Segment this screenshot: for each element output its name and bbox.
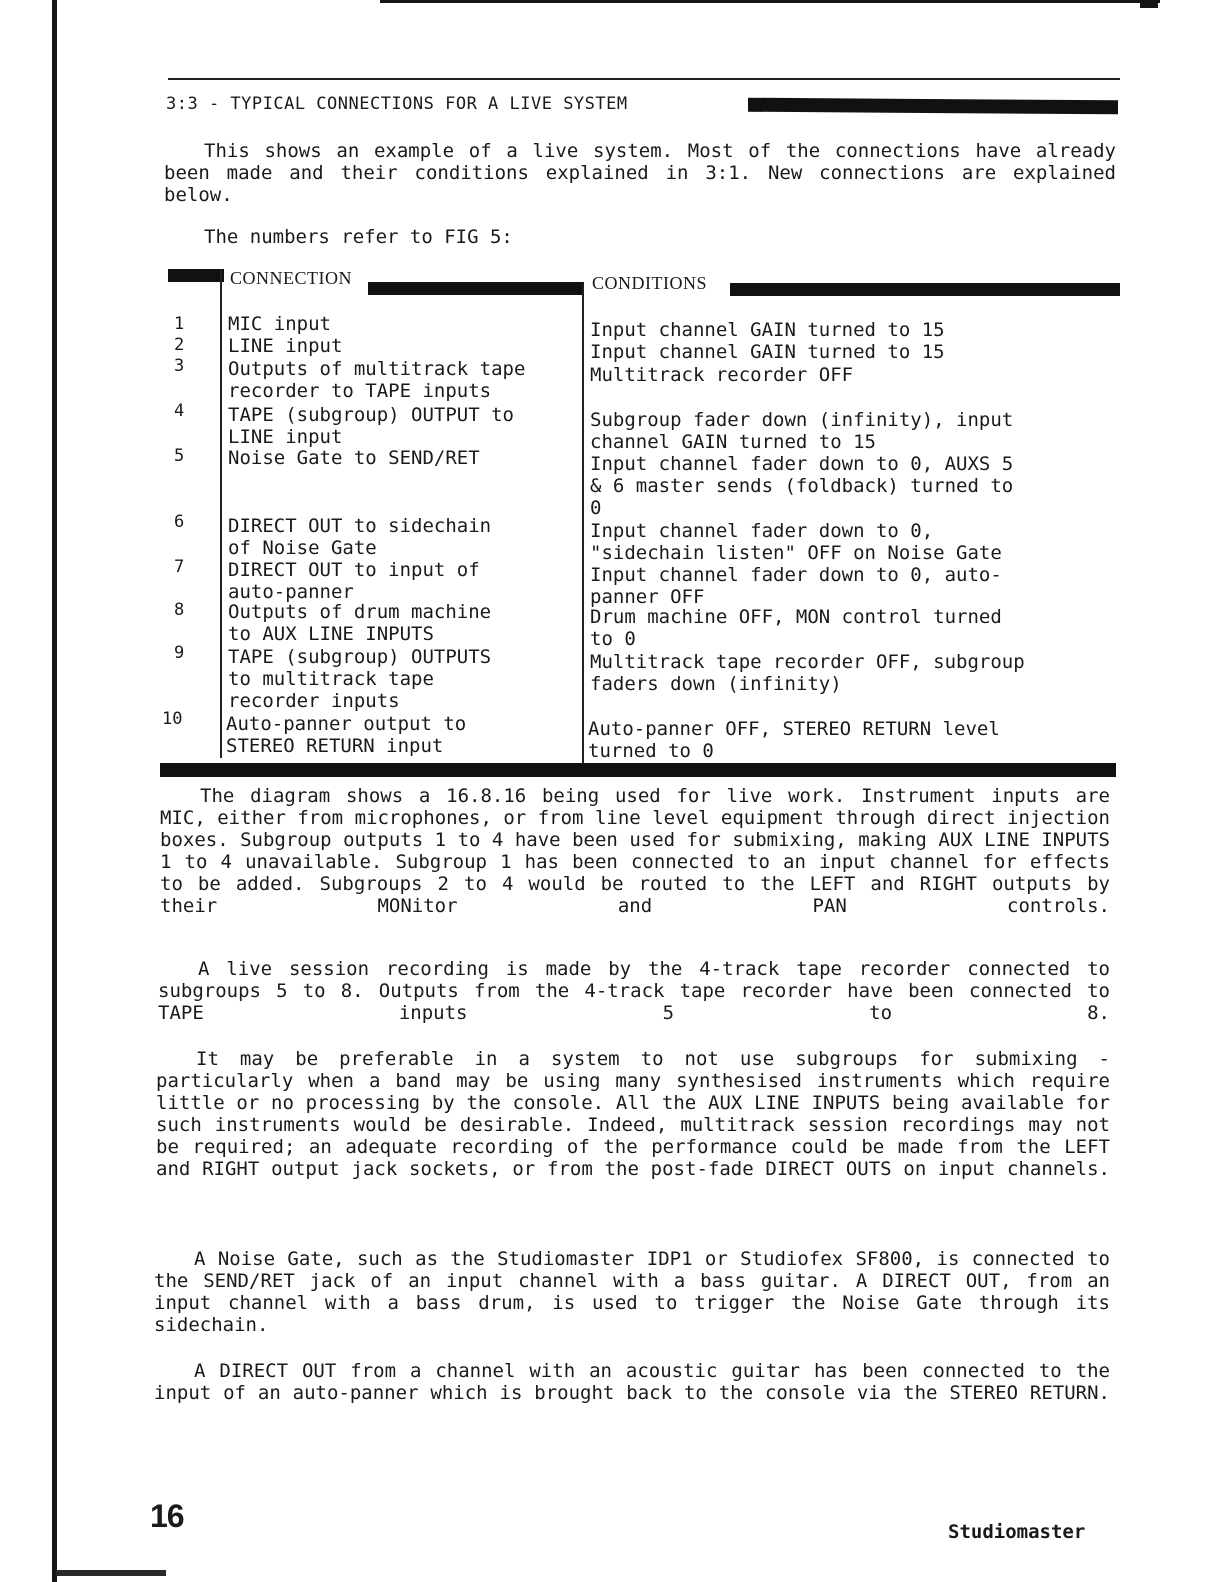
row-condition: Input channel GAIN turned to 15: [590, 341, 945, 363]
row-number: 9: [174, 643, 185, 663]
row-condition: Input channel fader down to 0, AUXS 5 & 6 master sends (foldback) turned to 0: [590, 453, 1014, 519]
body-paragraph: It may be preferable in a system to not use subgroups for submixing - particularly when a band may be using many synthesised instruments which require little or no processing by the console. All the AUX LINE INPUTS being available for such instruments would be desirable. Indeed, multitrack session recordings may not be required; an adequate recording of the performance could be made from the LEFT and RIGHT output jack sockets, or from the post-fade DIRECT OUTS on input channels.: [156, 1048, 1110, 1180]
row-condition: Multitrack tape recorder OFF, subgroup faders down (infinity): [590, 651, 1025, 695]
row-number: 2: [174, 335, 185, 355]
row-condition: Multitrack recorder OFF: [590, 364, 854, 386]
row-number: 3: [174, 356, 185, 376]
row-number: 8: [174, 600, 185, 620]
fig-reference: The numbers refer to FIG 5:: [204, 226, 513, 248]
intro-paragraph: This shows an example of a live system. Most of the connections have already been made and their conditions explained in 3:1. New connections are explained below.: [164, 140, 1116, 206]
row-connection: Outputs of drum machine to AUX LINE INPUTS: [228, 601, 492, 645]
row-condition: Drum machine OFF, MON control turned to 0: [590, 606, 1002, 650]
body-paragraph: A Noise Gate, such as the Studiomaster IDP1 or Studiofex SF800, is connected to the SEND/RET jack of an input channel with a bass guitar. A DIRECT OUT, from an input channel with a bass drum, is used to trigger the Noise Gate through its sidechain.: [154, 1248, 1110, 1336]
header-connection: CONNECTION: [230, 268, 352, 288]
scan-left-margin: [0, 0, 54, 1582]
table-divider-mid: [582, 284, 584, 764]
row-condition: Input channel fader down to 0, auto- panner OFF: [590, 564, 1002, 608]
footer-brand: Studiomaster: [948, 1521, 1086, 1543]
row-connection: DIRECT OUT to sidechain of Noise Gate: [228, 515, 492, 559]
row-number: 7: [174, 557, 185, 577]
row-connection: DIRECT OUT to input of auto-panner: [228, 559, 480, 603]
row-condition: Input channel fader down to 0, "sidechain listen" OFF on Noise Gate: [590, 520, 1002, 564]
row-connection: TAPE (subgroup) OUTPUT to LINE input: [228, 404, 514, 448]
row-number: 4: [174, 401, 185, 421]
scan-top-edge: [380, 0, 1160, 3]
heading-bar: [748, 98, 1118, 115]
top-rule: [168, 78, 1120, 80]
header-conditions: CONDITIONS: [592, 273, 707, 293]
row-connection: Outputs of multitrack tape recorder to TAPE inputs: [228, 358, 526, 402]
body-paragraph: A DIRECT OUT from a channel with an acoustic guitar has been connected to the input of an auto-panner which is brought back to the console via the STEREO RETURN.: [154, 1360, 1110, 1404]
row-connection: MIC input: [228, 313, 331, 335]
row-connection: TAPE (subgroup) OUTPUTS to multitrack tape recorder inputs: [228, 646, 492, 712]
body-paragraph: A live session recording is made by the 4-track tape recorder connected to subgroups 5 to 8. Outputs from the 4-track tape recorder have been connected to TAPE inputs 5 to 8.: [158, 958, 1110, 1024]
scan-bottom-mark: [56, 1570, 166, 1576]
section-heading: 3:3 - TYPICAL CONNECTIONS FOR A LIVE SYSTEM: [166, 94, 628, 114]
table-header-bar-mid: [368, 282, 584, 295]
row-condition: Subgroup fader down (infinity), input channel GAIN turned to 15: [590, 409, 1014, 453]
row-connection: Auto-panner output to STEREO RETURN input: [226, 713, 467, 757]
row-connection: LINE input: [228, 335, 343, 357]
row-number: 5: [174, 446, 185, 466]
table-header-bar-right: [730, 283, 1120, 296]
table-bottom-bar: [160, 763, 1116, 777]
scan-left-edge: [52, 0, 57, 1582]
page-number: 16: [150, 1498, 184, 1534]
table-divider-left: [220, 270, 222, 758]
row-number: 10: [162, 709, 183, 729]
row-connection: Noise Gate to SEND/RET: [228, 447, 480, 469]
table-header-bar-left: [168, 269, 224, 282]
row-condition: Input channel GAIN turned to 15: [590, 319, 945, 341]
row-condition: Auto-panner OFF, STEREO RETURN level turned to 0: [588, 718, 1000, 762]
row-number: 1: [174, 314, 185, 334]
body-paragraph: The diagram shows a 16.8.16 being used for live work. Instrument inputs are MIC, either from microphones, or from line level equipment through direct injection boxes. Subgroup outputs 1 to 4 have been used for submixing, making AUX LINE INPUTS 1 to 4 unavailable. Subgroup 1 has been connected to an input channel for effects to be added. Subgroups 2 to 4 would be routed to the LEFT and RIGHT outputs by their MONitor and PAN controls.: [160, 785, 1110, 917]
row-number: 6: [174, 512, 185, 532]
scan-top-mark: [1140, 0, 1158, 8]
